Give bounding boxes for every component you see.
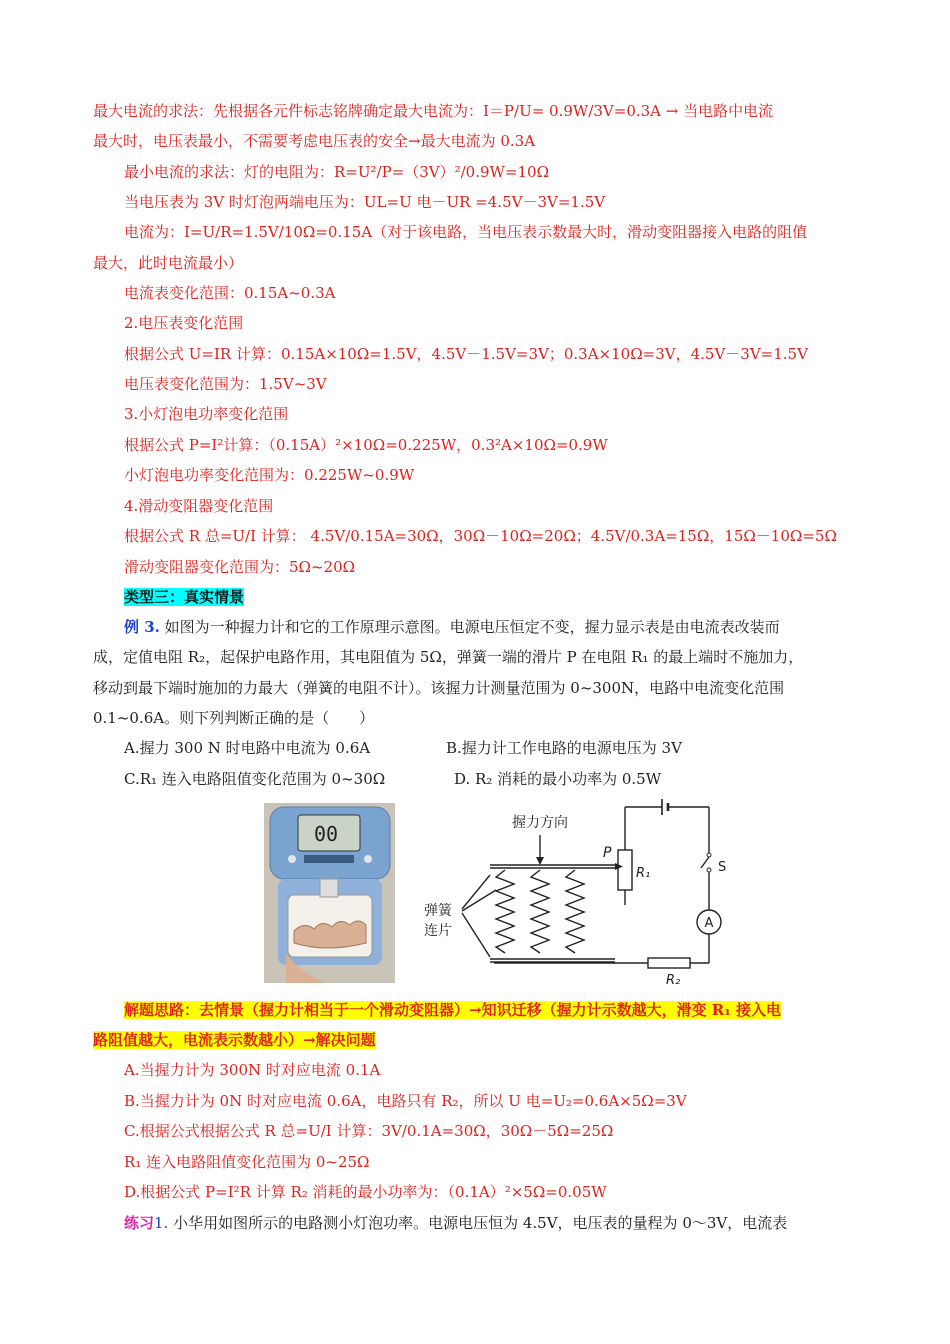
- solution-c2: R₁ 连入电路阻值变化范围为 0~25Ω: [124, 1153, 370, 1171]
- option-a: A.握力 300 N 时电路中电流为 0.6A: [124, 739, 371, 757]
- type-heading-label: 类型三：真实情景: [124, 588, 245, 606]
- option-c: C.R₁ 连入电路阻值变化范围为 0~30Ω: [124, 770, 386, 788]
- text-line: 滑动变阻器变化范围为：5Ω~20Ω: [124, 558, 356, 576]
- solution-c: C.根据公式根据公式 R 总=U/I 计算：3V/0.1A=30Ω，30Ω－5Ω=25Ω: [124, 1122, 614, 1140]
- solution-b: B.当握力计为 0N 时对应电流 0.6A，电路只有 R₂，所以 U 电=U₂=0.6A×5Ω=3V: [124, 1092, 687, 1110]
- option-b: B.握力计工作电路的电源电压为 3V: [446, 739, 682, 757]
- text-line: 根据公式 U=IR 计算：0.15A×10Ω=1.5V，4.5V－1.5V=3V；0.3A×10Ω=3V，4.5V－3V=1.5V: [124, 345, 808, 363]
- solution-d: D.根据公式 P=I²R 计算 R₂ 消耗的最小功率为：（0.1A）²×5Ω=0.05W: [124, 1183, 607, 1201]
- text-line: 最大时，电压表最小，不需要考虑电压表的安全→最大电流为 0.3A: [93, 132, 536, 150]
- solution-a: A.当握力计为 300N 时对应电流 0.1A: [124, 1061, 381, 1079]
- text-line: 电流为：I=U/R=1.5V/10Ω=0.15A（对于该电路，当电压表示数最大时，滑动变阻器接入电路的阻值: [124, 223, 808, 241]
- solution-thought-line: [93, 1030, 376, 1050]
- text-line: 电流表变化范围：0.15A~0.3A: [124, 284, 336, 302]
- text-line: 最大，此时电流最小）: [93, 254, 244, 272]
- example-text: 如图为一种握力计和它的工作原理示意图。电源电压恒定不变，握力显示表是由电流表改装而: [159, 618, 780, 636]
- text-line: 电压表变化范围为：1.5V~3V: [124, 375, 327, 393]
- slider-p-label: P: [603, 845, 612, 861]
- text-line: 0.1~0.6A。则下列判断正确的是（ ）: [93, 709, 375, 727]
- text-line: 小灯泡电功率变化范围为：0.225W~0.9W: [124, 466, 415, 484]
- text-line: 当电压表为 3V 时灯泡两端电压为：UL=U 电－UR =4.5V－3V=1.5V: [124, 193, 606, 211]
- section-heading: 2.电压表变化范围: [124, 314, 244, 332]
- text-line: 移动到最下端时施加的力最大（弹簧的电阻不计）。该握力计测量范围为 0~300N，电路中电流变化范围: [93, 679, 785, 697]
- r1-label: R₁: [636, 866, 651, 881]
- ammeter-label: A: [704, 916, 714, 931]
- switch-s-label: S: [718, 860, 727, 875]
- spring-label-line2: 连片: [424, 923, 452, 939]
- photo-display-value: 00: [313, 822, 339, 846]
- example-label: 例 3.: [124, 618, 160, 636]
- practice-line: [124, 1213, 787, 1233]
- r2-label: R₂: [666, 973, 681, 985]
- example-line: [124, 617, 780, 637]
- spring-label-line1: 弹簧: [424, 903, 452, 919]
- section-heading: 3.小灯泡电功率变化范围: [124, 405, 289, 423]
- practice-number: 1.: [154, 1214, 169, 1232]
- practice-label: 练习: [124, 1214, 155, 1232]
- text-line: 最大电流的求法：先根据各元件标志铭牌确定最大电流为：I＝P/U= 0.9W/3V=0.3A → 当电路中电流: [93, 102, 774, 120]
- solution-thought: 解题思路：去情景（握力计相当于一个滑动变阻器）→知识迁移（握力计示数越大，滑变 R₁ 接入电: [124, 1001, 782, 1019]
- grip-dynamometer-photo: [264, 803, 395, 983]
- option-d: D. R₂ 消耗的最小功率为 0.5W: [454, 770, 662, 788]
- text-line: 根据公式 R 总=U/I 计算： 4.5V/0.15A=30Ω，30Ω－10Ω=20Ω；4.5V/0.3A=15Ω，15Ω－10Ω=5Ω: [124, 527, 837, 545]
- section-heading: 4.滑动变阻器变化范围: [124, 497, 274, 515]
- circuit-diagram: [420, 795, 745, 985]
- text-line: 最小电流的求法：灯的电阻为：R=U²/P=（3V）²/0.9W=10Ω: [124, 163, 550, 181]
- force-direction-label: 握力方向: [512, 815, 568, 831]
- solution-thought-line: [124, 1000, 781, 1020]
- text-line: 根据公式 P=I²计算：（0.15A）²×10Ω=0.225W，0.3²A×10Ω=0.9W: [124, 436, 608, 454]
- text-line: 成，定值电阻 R₂，起保护电路作用，其电阻值为 5Ω，弹簧一端的滑片 P 在电阻 R₁ 的最上端时不施加力，: [93, 648, 804, 666]
- type-heading: [124, 587, 244, 607]
- practice-text: 小华用如图所示的电路测小灯泡功率。电源电压恒为 4.5V，电压表的量程为 0～3V，电流表: [168, 1214, 788, 1232]
- solution-thought: 路阻值越大，电流表示数越小）→解决问题: [93, 1031, 376, 1049]
